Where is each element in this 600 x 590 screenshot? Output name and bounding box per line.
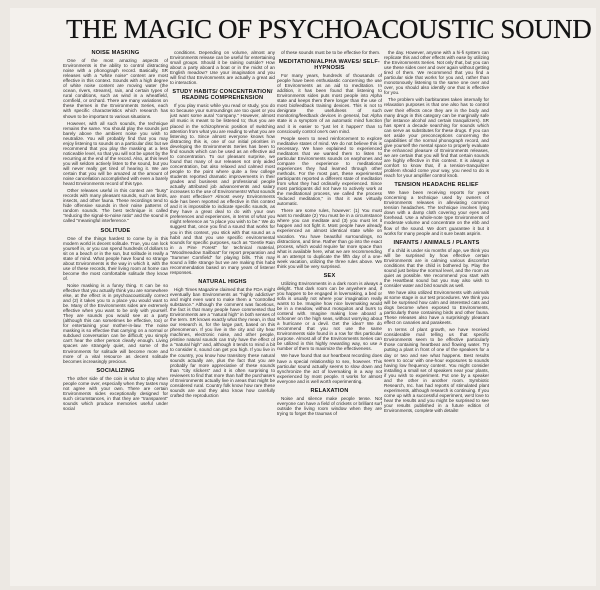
paragraph: If a child is under six months of age, we think you will be surprised by how effective certain Environments are in calming various discomfort conditions that the child is bothered by. Play the sound just below the normal level, and the room as quiet as possible. We recommend you start with the Heartbeat sound but you may also wish to consider water and bird sounds as well.	[384, 247, 489, 288]
paragraph: the day. However, anyone with a hi-fi system can replicate this and other effects with ease by utilizing the Environments Series. Not only that, but you can use these sides over and over again without getting tired of them. We recommend that you find a particular side that works for you and, rather than monotonously listening to the same one over and over, you should also identify one that is effective for you.	[384, 50, 489, 96]
paragraph: conditions. Depending on volume, almost any Environments release can be useful for entertaining small groups. Should it be raining outside? How about a party aboard a boat or in the midst of an English meadow? Use your imagination and you will find that Environments are actually a great aid to interaction.	[170, 50, 275, 86]
paragraph: Other releases useful in this context are "busy" records with many pleasant sounds, such as birds, insects, and other fauna. These recordings tend to hide offensive sounds in their noise patterns of random sounds. The best technique is called "reducing the signal-to-noise ratio" and the sound is called "meaningful interference."	[63, 188, 168, 224]
paragraph: The problem with barbiturates taken internally for relaxation purposes is that one also has to control over their effects once they are in the body and many drugs in this category can be marginally safe (for instance alcohol and certain tranquilizers). SR has spent a decade searching for sounds which can serve as substitutes for these drugs. If you can set aside your preconceptions concerning the capabilities of the normal phonograph record, and give yourself the mental space to properly evaluate the enhanced pleasure of Environments releases, we are certain that you will find that certain sounds are highly effective in this context. It is always a comfort to know that, if a tension-tranquilizer problem should come your way, you need to do is reach for your amplifier control knob.	[384, 97, 489, 179]
paragraph: Noise and silence make people tense. Not everyone can have a field of crickets or brilliant surf outside the living room window when they are trying to forget the traumas of	[277, 395, 382, 416]
column-1	[63, 50, 168, 582]
page-title: THE MAGIC OF PSYCHOACOUSTIC SOUND	[66, 14, 592, 44]
section-heading: STUDY HABITS/ CONCENTRATION/ READING COMPREHENSION	[172, 89, 273, 102]
paragraph: Utilizing Environments in a dark room is always a delight. That dark room can be anywhere and, if you happen to be engaged in lovemaking, a bed or sofa is usually not where your imagination really wants to be. Imagine how nice lovemaking would be in a meadow, without mosquitos and burrs to contend with. Imagine making love aboard a schooner on the high seas, without worrying about a hurricane or a devil. Get the idea? We do recommend that you not use the same Environments side found in a row for this particular purpose. Almost all of the Environments Series can be utilized in this highly rewarding way, so use a number of them to maximize the effectiveness.	[277, 280, 382, 352]
section-heading: RELAXATION	[310, 387, 349, 394]
paragraph: The other side of the coin is what to play when people come over, especially when they tastes may not agree with your own. There are certain Environments sides exceptionally designed for such circumstances, in that they are "transparent" sounds which produce memories useful under social	[63, 375, 168, 411]
paragraph: One of the things hardest to come by in this modern world is decent solitude. True, you can lock yourself in, or you can spend hundreds of dollars to sit on a beach or in the sun, but solitude is really a state of mind. What people have found so strange about Environments is the way in which it, with the use of these records, their living room at home can become the most comfortable solitude they know of.	[63, 235, 168, 281]
paragraph: There are some rules, however: (1) You must want to meditate (2) You must be in a circumstance where you can meditate and (3) you must let it happen and not fight it. Most people have already experienced an almost identical state while on vacation. You have beautiful surroundings, no distractions, and time. Rather than go into the exact process, which would require far more space than what is available here, what we are recommending is an attempt to duplicate the fifth day of a one-week vacation, utilizing the three rules above. We think you will be very surprised.	[277, 208, 382, 269]
section-heading: INFANTS / ANIMALS / PLANTS	[393, 239, 480, 246]
section-heading: NOISE MASKING	[91, 50, 140, 56]
paragraph: People seem to need reinforcement to explore meditative states of mind. We do not believe this is necessary. We have explained to experienced meditators that we wanted them to listen to particular Environments sounds on earphones and compare the experience to meditational experiences they had learned through other methods. For the most part, these experimental participants reported a different state of meditation from what they had ordinarily experienced. Since most participants did not have to actively work at the meditational process, we called the process "induced meditation," in that it was virtually automatic.	[277, 135, 382, 207]
section-heading: TENSION HEADACHE RELIEF	[394, 182, 479, 189]
section-heading: SOLITUDE	[100, 227, 131, 234]
column-2	[170, 50, 275, 582]
paragraph: In terms of plant growth, we have received considerable mail telling us that specific Environments seem to be effective particularly those containing heartbeat and flowing water. Try putting a plant in front of one of the speakers for a day or two and see what happens. Best results seem to occur with one-hour exposures to sounds having low frequency content. You might consider installing a small set of speakers near your plants, if you wish to experiment. Put one by a speaker and the other in another room. Symbiotic Research, Inc. has had reports of stimulated plant experiments, although research is continuing. If you come up with a successful experiment, we'd love to hear the results and you might be surprised to see your results published in a future edition of Environments, complete with details!	[384, 327, 489, 414]
paragraph: We have been receiving reports for years concerning a technique used by owners of Environments releases in alleviating common tension headaches. The technique involves lying down with a damp cloth covering your eyes and forehead. Use a whole-note type Environments of moderate volume and concentrate on the ebb and flow of the sound. We don't guarantee it but it works for many people and it sure beats aspirin.	[384, 190, 489, 236]
paragraph: One of the most amazing aspects of Environments is the ability to control distracting noise with a phonograph record. Basically, SR releases with a "white noise" content are most effective in this context. Sounds with a high degree of white noise content are moving water (the ocean, rivers, streams), rain, and certain types of rural conditions, such as wind in a wheatfield, cornfield, or orchard. There are many variations on these themes in the Environments Series, each with specific characteristics which research has shown to be important to various situations.	[63, 58, 168, 119]
column-3	[277, 50, 382, 582]
section-heading: SOCIALIZING	[96, 367, 135, 374]
section-heading: NATURAL HIGHS	[198, 278, 247, 285]
section-heading: SEX	[323, 272, 336, 279]
paragraph: High Times Magazine claimed that the FDA might eventually ban Environments as "highly addictive" and might even want to make them a "controlled substance." Although the comment was facetious, the fact is that many people have commented that Environments are a "natural high" in both senses of the term. SR knows exactly what they mean, in that our research is, for the large part, based on this phenomenon. If you live in the city and city hear machines, electronic noise, and other people, pristine natural sounds can truly have the effect of a "natural high" and, although it tends to mind a bit to consider it, sound can get you high. If you live in the country, you know how transitory these natural sounds actually are, plus the fact that you are probably far more appreciative of these sounds than "city slickers" and it is often surprising to reviewers to find that more than half the purchasers of Environments actually live in areas that might be considered rural. Country folk know how rare these sounds are and they also know how carefully crafted the reproduction	[170, 286, 275, 398]
section-heading: MEDITATION/ALPHA WAVES/ SELF-HYPNOSIS	[279, 59, 380, 72]
paragraph: If you play music while you read or study, you do so because your surroundings are too quiet or you just want some aural "company." However, almost all music is meant to be listened to; thus you are placed in the schizophrenic position of switching attention from what you are reading to what you are listening to. Since almost everyone knows how distracting this is, one of our initial priorities in developing the Environments Series has been to find sounds which can be used as an effective aid to concentration. To our pleasant surprise, we found that many of our releases not only aided concentration, but also relaxed and calmed most people to the point where quite a few college students reported dramatic improvements in their grades and business and professional people actually attributed job advancements and salary increases to the use of Environments! What sounds are most effective? Almost every Environments side has been reported as effective in this context and it is impossible to indicate specific sounds, as they have a great deal to do with your own preferences and experiences, in terms of what you might reference as "a place you wish to be." We do suggest that, once you find a sound that works for you in this context, you stick with that sound as a habit and that you use specific environmental sounds for specific purposes, such as "Gentle Rain in a Pine Forest" for technical material, "Woodmeadow Sailboat" for report preparation and "Summer Cornfield" for playing bills. This may sound a little strange but we are making this habit recommendation based on many years of listener responses.	[170, 103, 275, 275]
column-4	[384, 50, 489, 582]
paragraph: Noise masking is a funny thing. It can be so effective that you actually think you are somewhere else, at the effect is in psychoacoustically correct and (2) it takes you to a place you would want to be. Many of the Environments sides are extremely effective when you want to be only with yourself. They are sounds you would see at a party (although this can sometimes be effective, too) or for entertaining your mother-in-law. The noise masking is so effective that carrying on a normal or subdued conversation can be difficult; you simply can't hear the other person clearly enough. Living spaces are strangely quiet, and some of the Environments for solitude will become more and more of a vital resource as decent solitude becomes increasingly precious.	[63, 282, 168, 364]
paragraph: of these sounds must be to be effective for them.	[281, 50, 381, 55]
paragraph: However, with all such sounds, the technique remains the same. You should play the sounds just barely above the ambient noise you wish to neutralize. You will probably find that you may enjoy listening to sounds on a particular disc but we recommend that you play the masking at a less noticeable level, so that you will not be upset by the recurring at the end of the record. Also, at this level you will seldom actively listen to the sound, but you will never really get tired of hearing it. We are certain that you will be amazed at the amount of noise cancellation accomplished with even a barely heard Environments record of this type.	[63, 120, 168, 187]
paragraph: We have found that our heartbeat recording does have a special relationship to sex, however. This particular sound actually seems to slow down and synchronize the act of lovemaking in a way not experienced by most people. It works for almost everyone and is well worth experimenting.	[277, 353, 382, 384]
paragraph: We have also utilized Environments with animals at some stage in our test procedures. We think you will be surprised how calm and interested cats and dogs become when exposed to Environments, particularly those containing birds and other fauna. These releases also have a surprisingly pleasant effect on canaries and parakeets.	[384, 289, 489, 326]
paragraph: For many years, hundreds of thousands of people have been enthusiastic concerning the use of Environments as an aid to meditation. In addition, it has been found that listening to Environments sides puts most people into Alpha state and keeps them there longer than the use of most biofeedback training devices. This is not to denigrate the usefulness of such monitoring/feedback devices in general, but Alpha state is a symptom of an automatic mind function and it is easier to "just let it happen" than to consciously control one's own mind.	[277, 73, 382, 134]
